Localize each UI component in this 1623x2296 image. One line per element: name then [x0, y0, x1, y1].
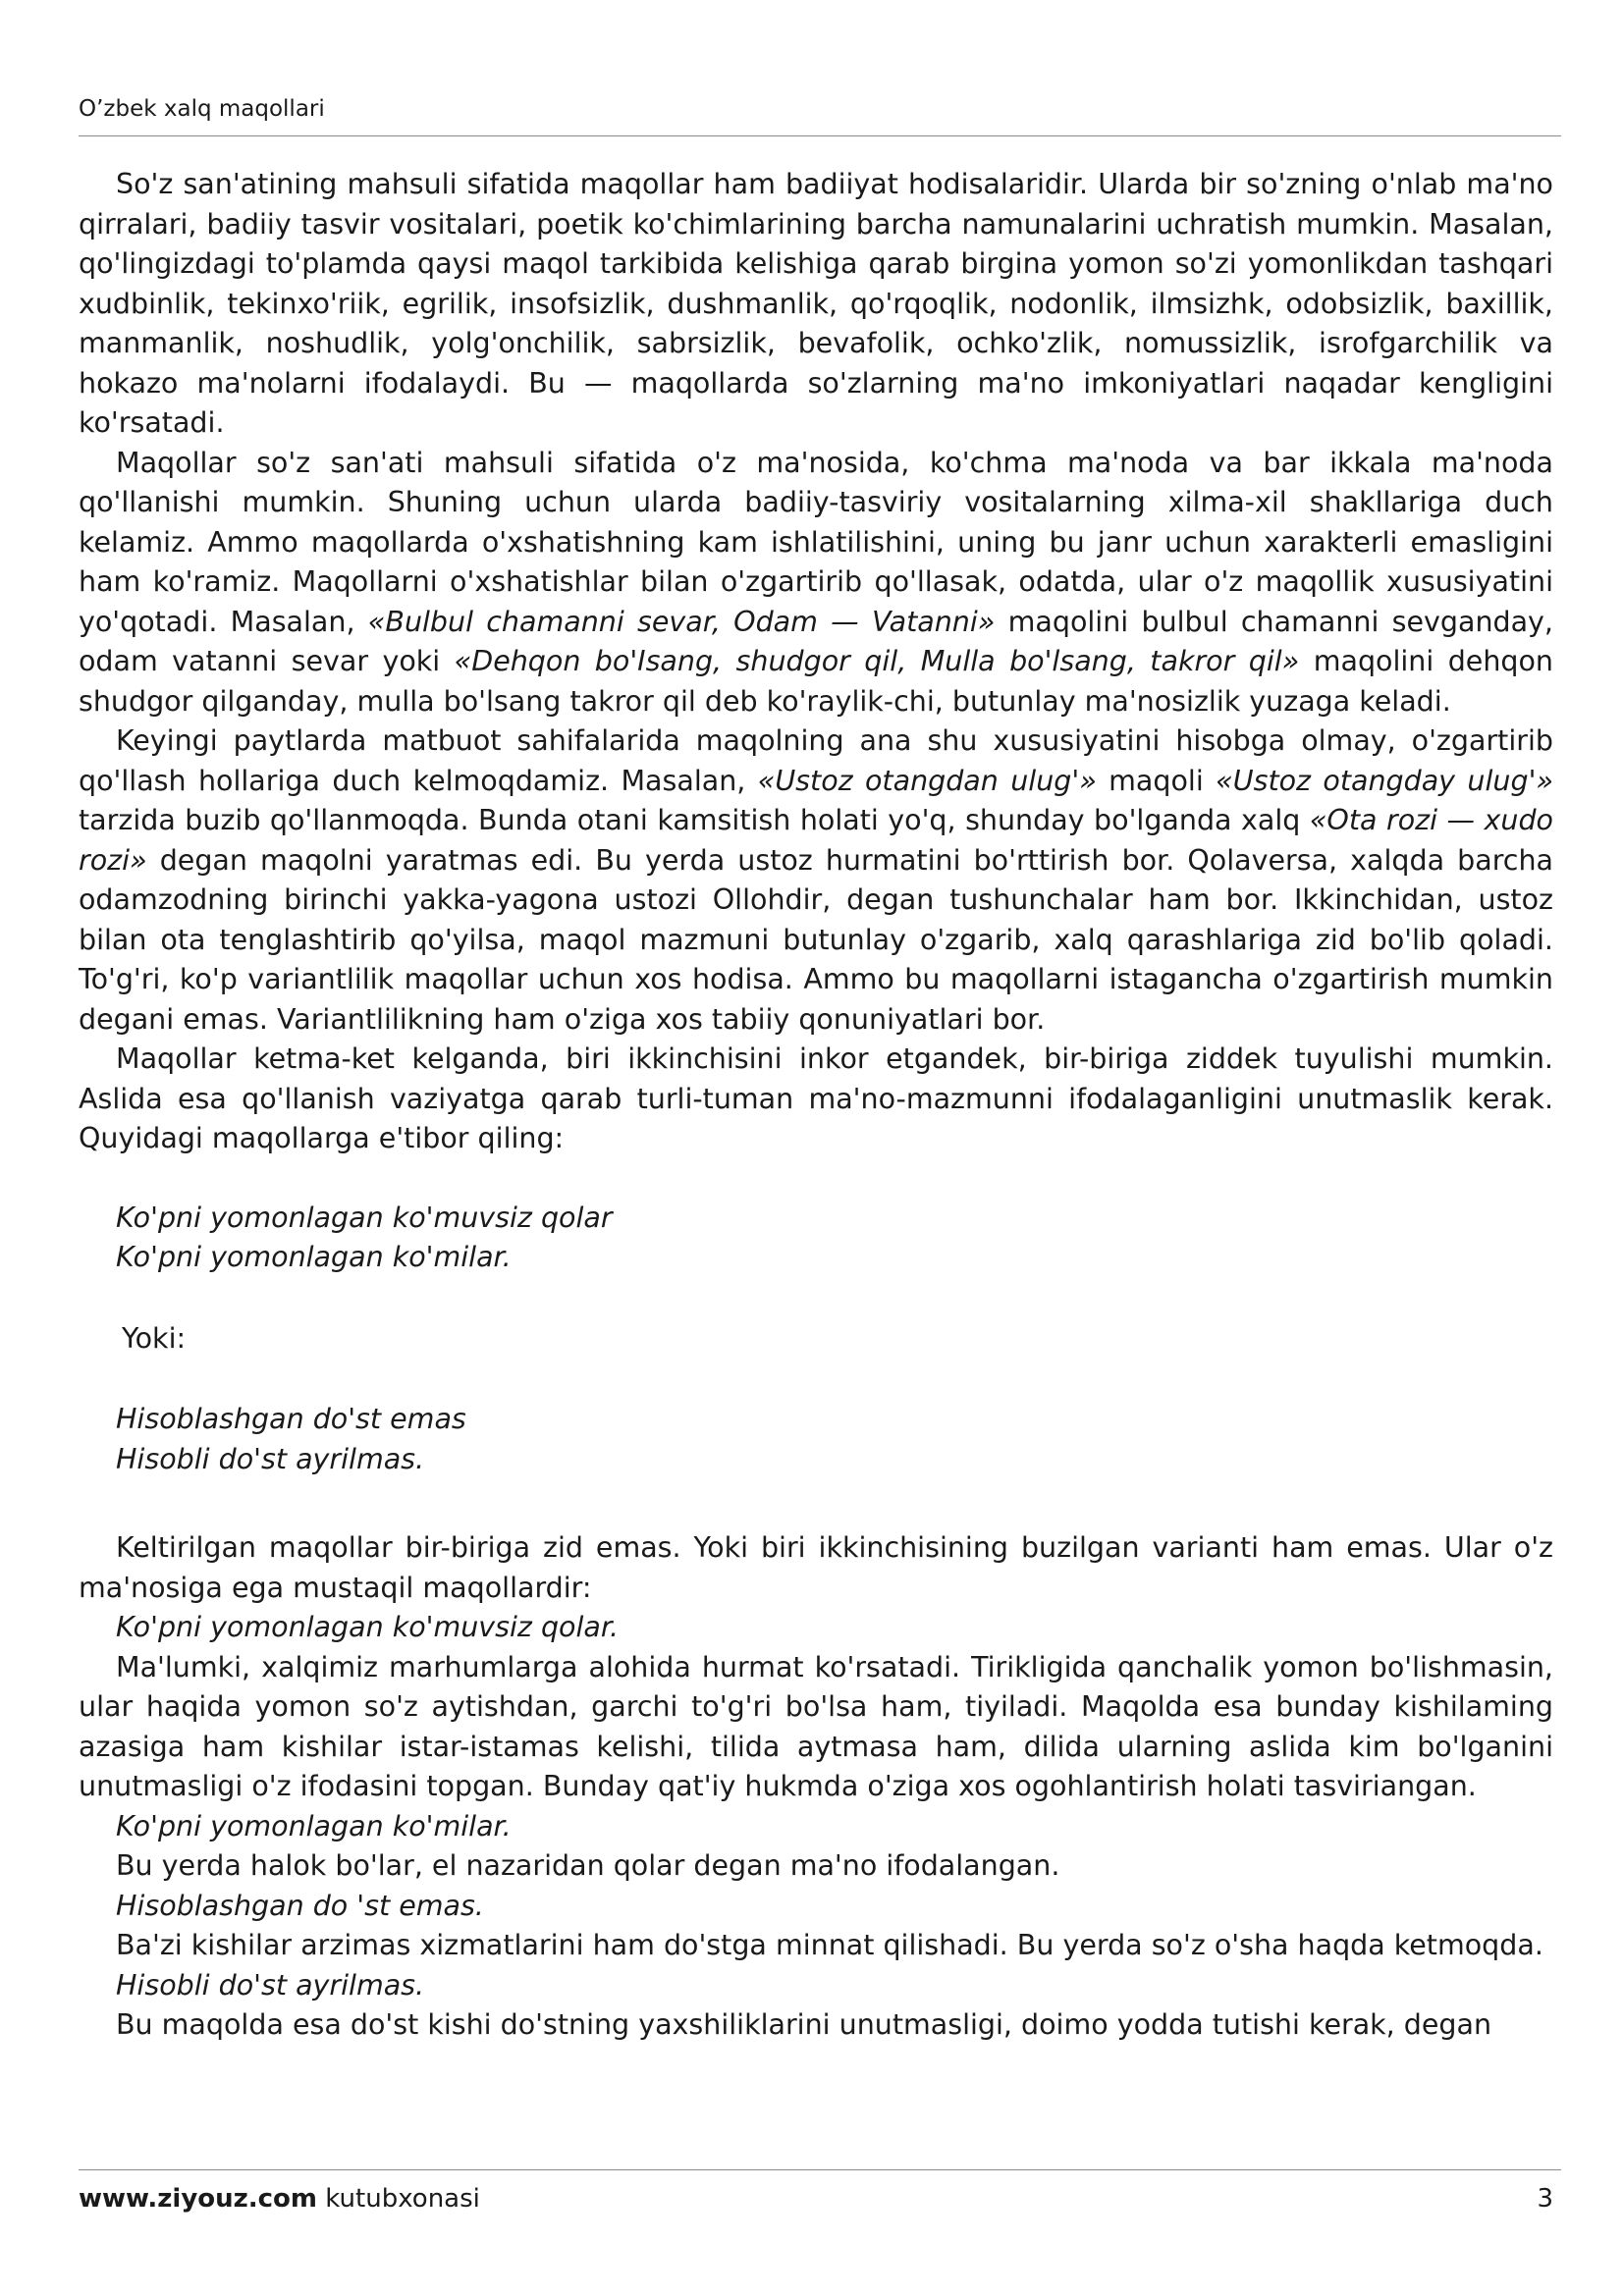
page-number: 3 [1537, 2184, 1553, 2214]
spacer [79, 1159, 1553, 1199]
proverb-heading-3: Hisoblashgan do 'st emas. [116, 1889, 484, 1922]
proverb-heading-2: Ko'pni yomonlagan ko'milar. [116, 1809, 512, 1842]
paragraph-9: Bu maqolda esa do'st kishi do'stning yaxshiliklarini unutmasligi, doimo yodda tutishi kerak, degan [116, 2008, 1492, 2041]
page-footer [79, 2169, 1561, 2216]
paragraph-3-text-a: Keyingi paytlarda matbuot sahifalarida maqolning ana shu xususiyatini hisobga olmay, o'zgartirib qo'llash hollariga duch kelmoqdamiz. Masalan, [79, 724, 1553, 797]
proverb-quote-bulbul: «Bulbul chamanni sevar, Odam — Vatanni» [367, 605, 996, 638]
proverb-verse-1b: Ko'pni yomonlagan ko'milar. [116, 1241, 512, 1273]
paragraph-7: Bu yerda halok bo'lar, el nazaridan qolar degan ma'no ifodalangan. [116, 1849, 1060, 1882]
header-title: O’zbek xalq maqollari [79, 96, 325, 122]
proverb-verse-2b: Hisobli do'st ayrilmas. [116, 1442, 425, 1475]
spacer [79, 1479, 1553, 1528]
spacer [79, 1359, 1553, 1400]
proverb-quote-dehqon: «Dehqon bo'Isang, shudgor qil, Mulla bo'lsang, takror qil» [454, 645, 1300, 677]
proverb-verse-1a: Ko'pni yomonlagan ko'muvsiz qolar [116, 1201, 613, 1234]
paragraph-6: Ma'lumki, xalqimiz marhumlarga alohida hurmat ko'rsatadi. Tirikligida qanchalik yomon bo'lishmasin, ular haqida yomon so'z aytishdan, garchi to'g'ri bo'lsa ham, tiyiladi. Maqolda esa bunday kishilaming azasiga ham kishilar istar-istamas kelishi, tilida aytmasa ham, dilida ularning aslida kim bo'lganini unutmasligi o'z ifodasini topgan. Bunday qat'iy hukmda o'ziga xos ogohlantirish holati tasviriangan. [79, 1650, 1553, 1802]
footer-site-link[interactable]: www.ziyouz.com [79, 2184, 318, 2214]
paragraph-2 [79, 444, 1553, 722]
paragraph-1: So'z san'atining mahsuli sifatida maqollar ham badiiyat hodisalaridir. Ularda bir so'zning o'nlab ma'no qirralari, badiiy tasvir vositalari, poetik ko'chimlarining barcha namunalarini uchratish mumkin. Masalan, qo'lingizdagi to'plamda qaysi maqol tarkibida kelishiga qarab birgina yomon so'zi yomonlikdan tashqari xudbinlik, tekinxo'riik, egrilik, insofsizlik, dushmanlik, qo'rqoqlik, nodonlik, ilmsizhk, odobsizlik, baxillik, manmanlik, noshudlik, yolg'onchilik, sabrsizlik, bevafolik, ochko'zlik, nomussizlik, isrofgarchilik va hokazo ma'nolarni ifodalaydi. Bu — maqollarda so'zlarning ma'no imkoniyatlari naqadar kengligini ko'rsatadi. [79, 168, 1553, 439]
page-body [79, 165, 1553, 2046]
spacer [79, 1278, 1553, 1319]
proverb-verse-2a: Hisoblashgan do'st emas [116, 1403, 466, 1435]
paragraph-3 [79, 721, 1553, 1040]
proverb-quote-ota: «Ota rozi — xudo rozi» [79, 804, 1553, 877]
paragraph-3-text-e: tarzida buzib qo'llanmoqda. Bunda otani kamsitish holati yo'q, shunday bo'lganda xalq [79, 804, 1310, 836]
running-header [79, 94, 1561, 136]
paragraph-2-text-a: Maqollar so'z san'ati mahsuli sifatida o'z ma'nosida, ko'chma ma'noda va bar ikkala ma'noda qo'llanishi mumkin. Shuning uchun ularda badiiy-tasviriy vositalarning xilma-xil shakllariga duch kelamiz. Ammo maqollarda o'xshatishning kam ishlatilishini, uning bu janr uchun xarakterli emasligini ham ko'ramiz. Maqollarni o'xshatishlar bilan o'zgartirib qo'llasak, odatda, ular o'z maqollik xususiyatini yo'qotadi. Masalan, [79, 446, 1553, 638]
footer-label: kutubxonasi [325, 2184, 480, 2214]
yoki-label: Yoki: [122, 1321, 187, 1355]
proverb-heading-4: Hisobli do'st ayrilmas. [116, 1968, 425, 2002]
proverb-heading-1: Ko'pni yomonlagan ko'muvsiz qolar. [116, 1611, 620, 1643]
paragraph-2-text-c: maqolini bulbul chamanni sevganday, odam vatanni sevar yoki [79, 605, 1553, 677]
paragraph-3-text-c: maqoli [1096, 764, 1217, 797]
proverb-quote-ustoz-2: «Ustoz otangday ulug'» [1216, 764, 1553, 797]
paragraph-8: Ba'zi kishilar arzimas xizmatlarini ham do'stga minnat qilishadi. Bu yerda so'z o'sha haqda ketmoqda. [116, 1929, 1543, 1961]
proverb-quote-ustoz-1: «Ustoz otangdan ulug'» [757, 764, 1097, 797]
paragraph-5: Keltirilgan maqollar bir-biriga zid emas. Yoki biri ikkinchisining buzilgan varianti ham emas. Ular o'z ma'nosiga ega mustaqil maqollardir: [79, 1531, 1553, 1604]
paragraph-3-text-g: degan maqolni yaratmas edi. Bu yerda ustoz hurmatini bo'rttirish bor. Qolaversa, xalqda barcha odamzodning birinchi yakka-yagona ustozi Ollohdir, degan tushunchalar ham bor. Ikkinchidan, ustoz bilan ota tenglashtirib qo'yilsa, maqol mazmuni butunlay o'zgarib, xalq qarashlariga zid bo'lib qoladi. To'g'ri, ko'p variantlilik maqollar uchun xos hodisa. Ammo bu maqollarni istagancha o'zgartirish mumkin degani emas. Variantlilikning ham o'ziga xos tabiiy qonuniyatlari bor. [79, 843, 1553, 1036]
paragraph-4: Maqollar ketma-ket kelganda, biri ikkinchisini inkor etgandek, bir-biriga ziddek tuyulishi mumkin. Aslida esa qo'llanish vaziyatga qarab turli-tuman ma'no-mazmunni ifodalaganligini unutmaslik kerak. Quyidagi maqollarga e'tibor qiling: [79, 1042, 1553, 1154]
paragraph-2-text-e: maqolini dehqon shudgor qilganday, mulla bo'lsang takror qil deb ko'raylik-chi, butunlay ma'nosizlik yuzaga keladi. [79, 645, 1553, 718]
